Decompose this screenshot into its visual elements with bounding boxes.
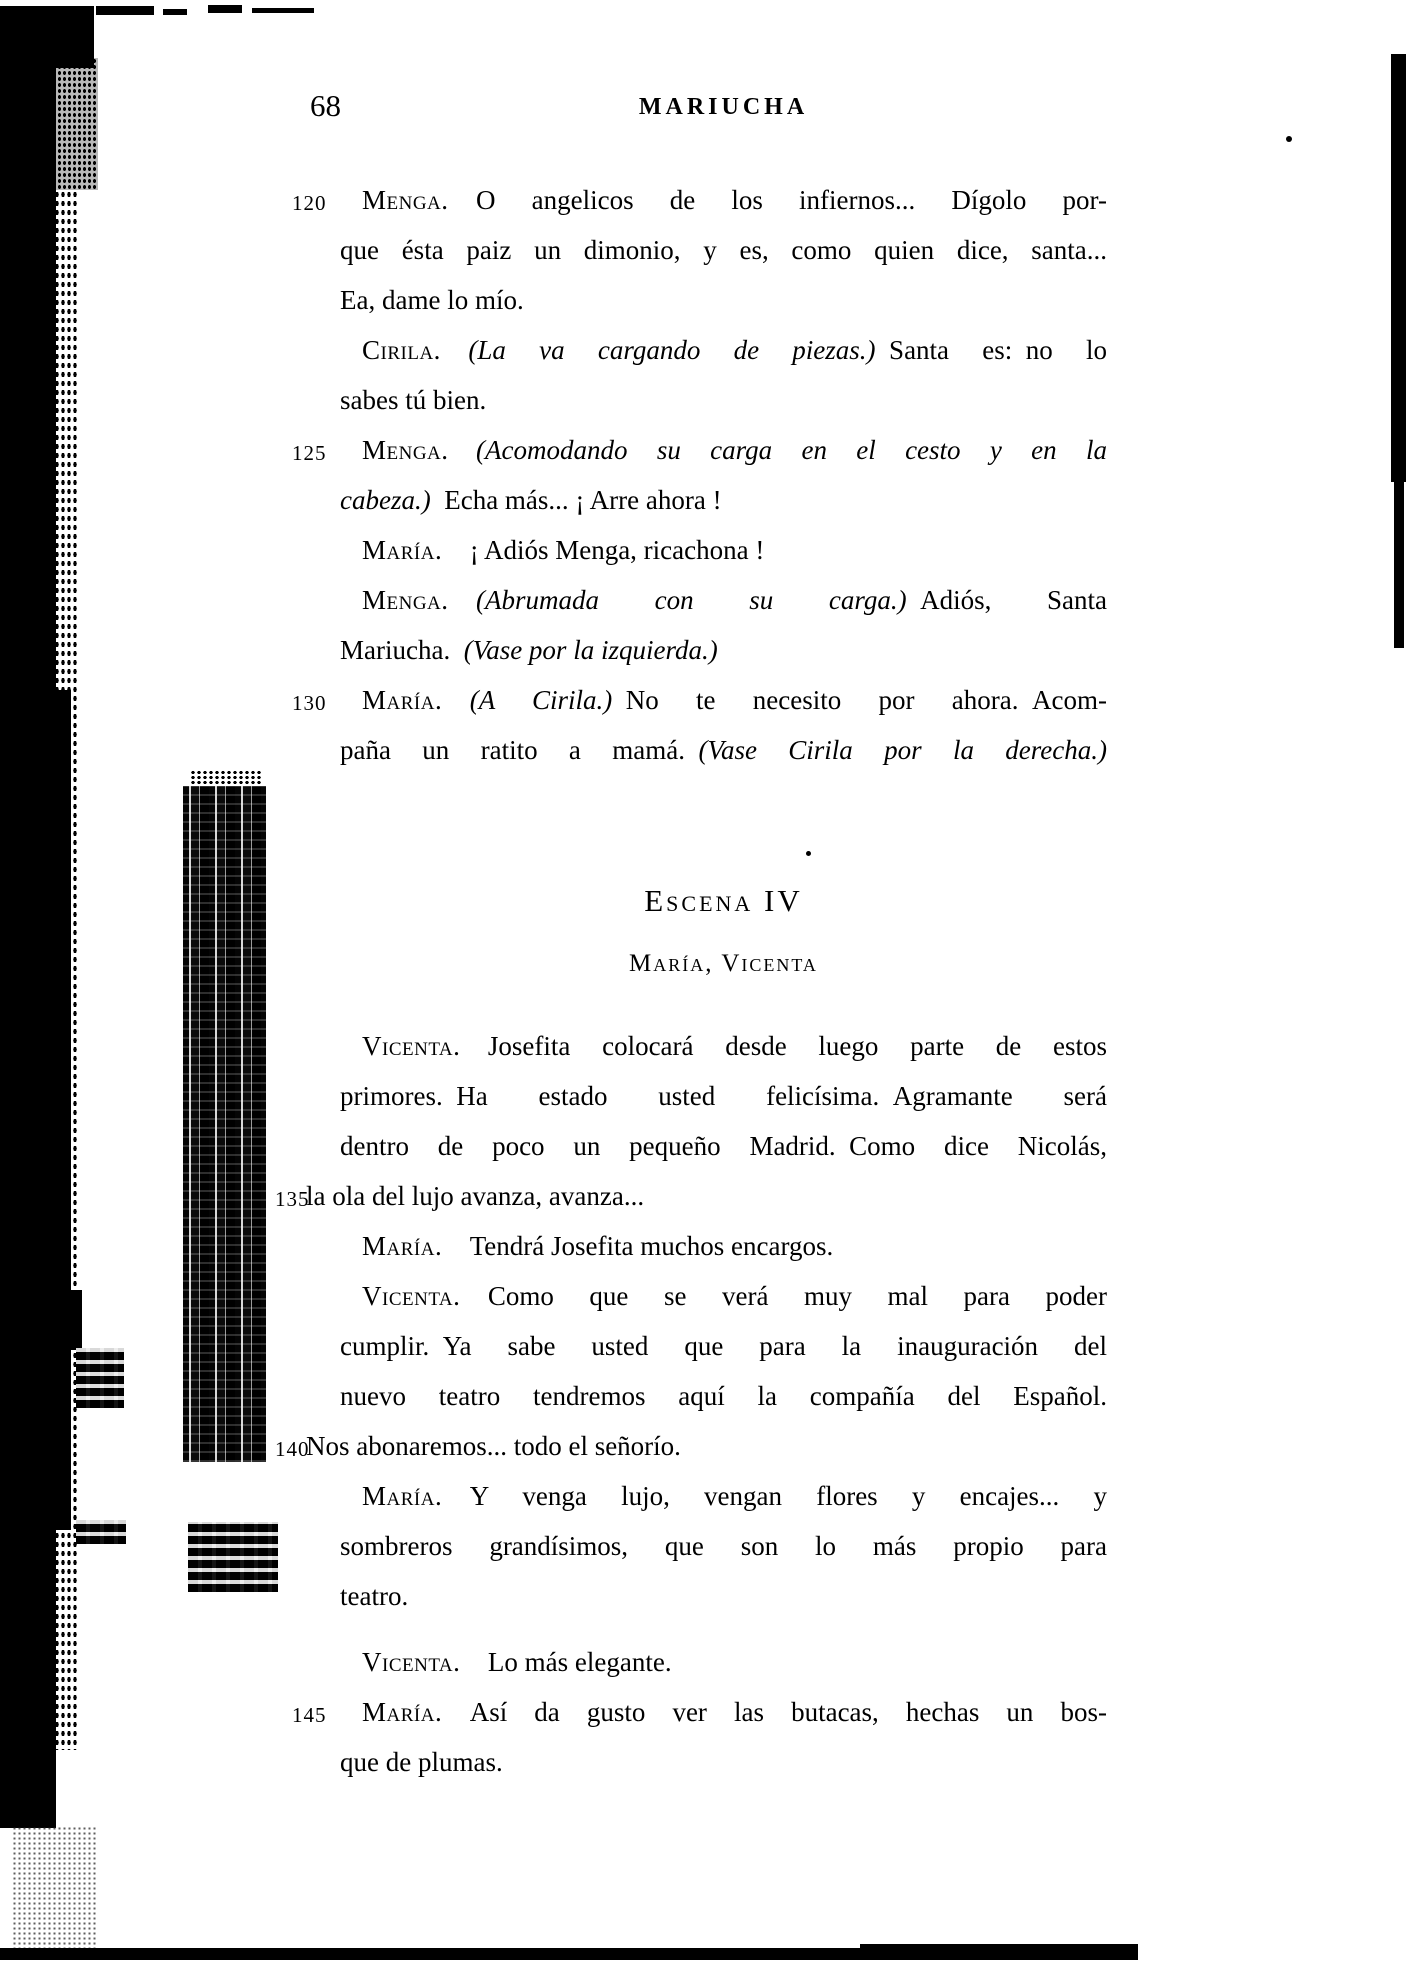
scan-artifact-top-dash — [252, 8, 314, 13]
speaker-name: Vicenta. — [362, 1031, 488, 1061]
dialogue-text: paña un ratito a mamá. — [340, 735, 699, 765]
dialogue-text: O angelicos de los infiernos... Dígolo por- — [476, 185, 1107, 215]
speaker-name: Menga. — [362, 435, 477, 465]
scan-artifact-top-dash — [163, 9, 187, 15]
dialogue-text: cumplir. Ya sabe usted que para la inauguración del — [340, 1331, 1107, 1361]
text-line — [340, 1071, 1107, 1121]
scene-characters: María, Vicenta — [629, 950, 818, 977]
dialogue-text: No te necesito por ahora. Acom- — [612, 685, 1107, 715]
stage-direction: (Abrumada con su carga.) — [476, 585, 907, 615]
line-number: 125 — [292, 441, 327, 465]
line-number: 135 — [275, 1187, 310, 1211]
line-number: 120 — [292, 191, 327, 215]
dialogue-text: primores. Ha estado usted felicísima. Agramante será — [340, 1081, 1107, 1111]
running-title: MARIUCHA — [638, 94, 809, 120]
text-line — [275, 1421, 1107, 1471]
text-line — [340, 1021, 1107, 1071]
speaker-name: María. — [362, 1481, 470, 1511]
dialogue-text: la ola del lujo avanza, avanza... — [306, 1181, 645, 1211]
speaker-name: Cirila. — [362, 335, 469, 365]
scan-artifact-right-bar — [1391, 54, 1406, 482]
text-line — [340, 1121, 1107, 1171]
stage-direction: cabeza.) — [340, 485, 431, 515]
scan-artifact-speckle — [12, 1826, 96, 1948]
text-line — [340, 575, 1107, 625]
dialogue-text: que de plumas. — [340, 1747, 503, 1777]
text-line — [340, 325, 1107, 375]
speaker-name: María. — [362, 1231, 470, 1261]
text-line — [340, 625, 1107, 675]
text-line — [340, 1637, 1107, 1687]
scan-artifact-streak-band — [183, 786, 266, 1462]
scene-heading: Escena IV — [644, 883, 803, 918]
line-number: 130 — [292, 691, 327, 715]
text-line — [292, 675, 1107, 725]
dialogue-text: Echa más... ¡ Arre ahora ! — [430, 485, 722, 515]
text-line — [340, 1271, 1107, 1321]
speaker-name: Menga. — [362, 585, 477, 615]
dialogue-text: dentro de poco un pequeño Madrid. Como dice Nicolás, — [340, 1131, 1107, 1161]
dialogue-text: Lo más elegante. — [487, 1647, 672, 1677]
scan-artifact-speck — [1286, 136, 1292, 142]
speaker-name: Menga. — [362, 185, 477, 215]
speaker-name: María. — [362, 685, 470, 715]
scan-artifact-speckle — [42, 58, 98, 190]
text-line — [340, 275, 1107, 325]
text-line — [340, 1221, 1107, 1271]
speaker-name: María. — [362, 535, 470, 565]
dialogue-text: sombreros grandísimos, que son lo más propio para — [340, 1531, 1107, 1561]
dialogue-text: Y venga lujo, vengan flores y encajes... y — [469, 1481, 1107, 1511]
text-line — [340, 1571, 1107, 1621]
scan-artifact-bottom-line — [860, 1944, 1138, 1960]
dialogue-text: Tendrá Josefita muchos encargos. — [469, 1231, 834, 1261]
speaker-name: Vicenta. — [362, 1647, 488, 1677]
text-line — [340, 1371, 1107, 1421]
stage-direction: (Vase por la izquierda.) — [463, 635, 718, 665]
dialogue-text: ¡ Adiós Menga, ricachona ! — [469, 535, 765, 565]
dialogue-text: Nos abonaremos... todo el señorío. — [306, 1431, 681, 1461]
stage-direction: (Acomodando su carga en el cesto y en la — [476, 435, 1107, 465]
stage-direction: (A Cirila.) — [469, 685, 613, 715]
text-line — [292, 175, 1107, 225]
dialogue-text: Así da gusto ver las butacas, hechas un bos- — [469, 1697, 1107, 1727]
text-line — [340, 1321, 1107, 1371]
line-number: 145 — [292, 1703, 327, 1727]
dialogue-text: Como que se verá muy mal para poder — [487, 1281, 1107, 1311]
scan-artifact-ragged-edge — [54, 190, 78, 1750]
dialogue-text: sabes tú bien. — [340, 385, 487, 415]
text-line — [275, 1171, 1107, 1221]
text-line — [340, 1471, 1107, 1521]
text-line — [340, 375, 1107, 425]
dialogue-text: Adiós, Santa — [906, 585, 1107, 615]
text-line — [340, 225, 1107, 275]
scan-artifact-checker-block — [188, 1522, 278, 1592]
text-line — [340, 525, 1107, 575]
dialogue-text: nuevo teatro tendremos aquí la compañía del Español. — [340, 1381, 1107, 1411]
line-number: 140 — [275, 1437, 310, 1461]
scan-artifact-right-bar — [1394, 480, 1404, 648]
dialogue-text: Josefita colocará desde luego parte de estos — [487, 1031, 1107, 1061]
scan-artifact-top-dash — [96, 6, 154, 15]
dialogue-text: Ea, dame lo mío. — [340, 285, 524, 315]
dialogue-text: teatro. — [340, 1581, 409, 1611]
speaker-name: Vicenta. — [362, 1281, 488, 1311]
dialogue-text: Mariucha. — [340, 635, 464, 665]
dialogue-text: que ésta paiz un dimonio, y es, como quien dice, santa... — [340, 235, 1107, 265]
speaker-name: María. — [362, 1697, 470, 1727]
dialogue-text: Santa es: no lo — [875, 335, 1107, 365]
page-number: 68 — [310, 88, 341, 123]
scan-artifact-top-dash — [208, 5, 242, 13]
text-line — [340, 1521, 1107, 1571]
scan-artifact-checker — [76, 1348, 124, 1408]
text-column — [275, 175, 1107, 1787]
text-line — [340, 1737, 1107, 1787]
scan-artifact-checker — [76, 1520, 126, 1544]
text-line — [340, 725, 1107, 775]
text-line — [292, 1687, 1107, 1737]
text-line — [340, 475, 1107, 525]
text-line — [292, 425, 1107, 475]
stage-direction: (Vase Cirila por la derecha.) — [698, 735, 1107, 765]
stage-direction: (La va cargando de piezas.) — [468, 335, 876, 365]
